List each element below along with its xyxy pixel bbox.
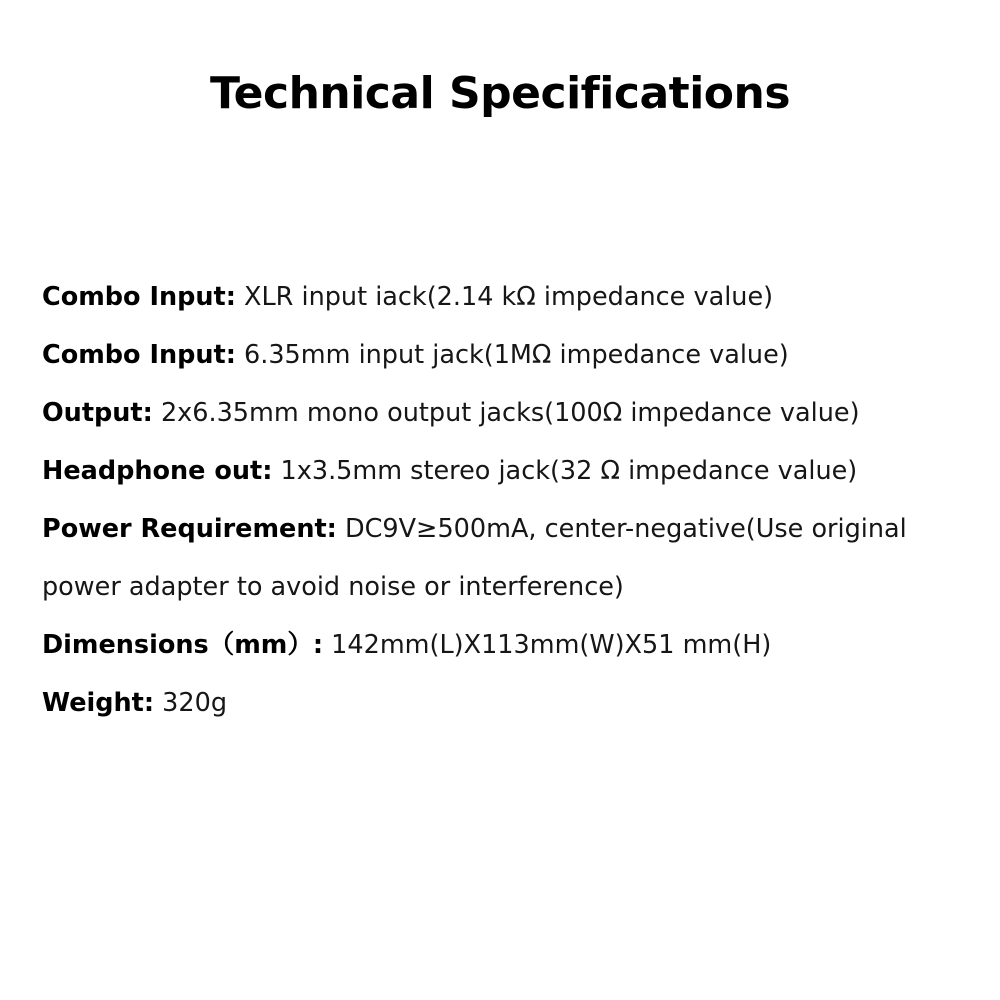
spec-value: 1x3.5mm stereo jack(32 Ω impedance value) (280, 456, 858, 486)
spec-label: Output: (42, 398, 153, 428)
spec-value: 320g (162, 688, 228, 718)
spec-label: Combo Input: (42, 282, 236, 312)
spec-label: Headphone out: (42, 456, 273, 486)
spec-row-headphone-out (42, 442, 992, 500)
spec-value: DC9V≥500mA, center-negative(Use original power adapter to avoid noise or interference) (42, 514, 907, 602)
specification-list (42, 268, 992, 732)
spec-row-combo-input-635 (42, 326, 992, 384)
spec-value: XLR input iack(2.14 kΩ impedance value) (244, 282, 774, 312)
spec-row-dimensions (42, 616, 992, 674)
spec-row-power-requirement (42, 500, 992, 616)
spec-value: 142mm(L)X113mm(W)X51 mm(H) (331, 630, 772, 660)
spec-label: Combo Input: (42, 340, 236, 370)
spec-label: Power Requirement: (42, 514, 337, 544)
spec-row-combo-input-xlr (42, 268, 992, 326)
spec-value: 6.35mm input jack(1MΩ impedance value) (244, 340, 789, 370)
spec-value: 2x6.35mm mono output jacks(100Ω impedance value) (160, 398, 860, 428)
spec-label: Weight: (42, 688, 155, 718)
spec-row-output (42, 384, 992, 442)
spec-label: Dimensions（mm）: (42, 630, 324, 660)
page-title: Technical Specifications (209, 68, 791, 119)
spec-row-weight (42, 674, 992, 732)
